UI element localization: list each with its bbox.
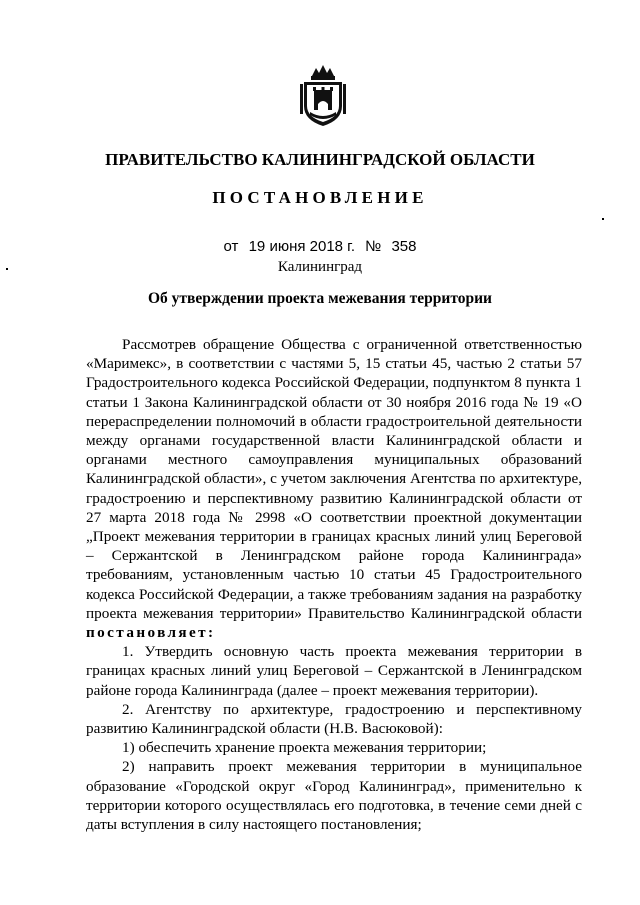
- clause-2-paragraph: 2. Агентству по архитектуре, градостроению и перспективному развитию Калининградской области (Н.В. Васюковой):: [86, 700, 582, 738]
- clause-1-paragraph: 1. Утвердить основную часть проекта межевания территории в границах красных линий улиц Береговой – Сержантской в Ленинградском районе города Калининграда (далее – проект межевания территории).: [86, 643, 582, 699]
- document-date: 19 июня 2018 г.: [248, 238, 355, 255]
- date-from-word: от: [223, 238, 239, 255]
- clause-2-item-2: 2) направить проект межевания территории в муниципальное образование «Городской округ «Город Калининград», применительно к территории которого осуществлялась его подготовка, в течение семи дней с даты вступления в силу настоящего постановления;: [86, 758, 582, 834]
- scan-speck: [602, 218, 604, 220]
- resolves-word: постановляет:: [86, 624, 216, 642]
- document-number: 358: [391, 238, 417, 255]
- date-line: [0, 238, 640, 255]
- preamble-text: Рассмотрев обращение Общества с ограниченной ответственностью «Маримекс», в соответствии с частями 5, 15 статьи 45, частью 2 статьи 57 Градостроительного кодекса Российской Федерации, подпунктом 8 пункта 1 статьи 1 Закона Калининградской области от 30 ноября 2016 года № 19 «О перераспределении полномочий в области градостроительной деятельности между органами государственной власти Калининградской области и органами местного самоуправления муниципальных образований Калининградской области», с учетом заключения Агентства по архитектуре, градостроению и перспективному развитию Калининградской области от 27 марта 2018 года № 2998 «О соответствии проектной документации „Проект межевания территории в границах красных линий улиц Береговой – Сержантской в Ленинградском районе города Калининграда» требованиям, установленным частью 10 статьи 45 Градостроительного кодекса Российской Федерации, а также требованиям задания на разработку проекта межевания территории» Правительство Калининградской области: [86, 336, 582, 622]
- clause-2-item-1: 1) обеспечить хранение проекта межевания территории;: [122, 739, 487, 757]
- coat-of-arms-icon: [298, 62, 348, 128]
- document-body: [86, 335, 582, 834]
- number-sign: №: [365, 238, 382, 255]
- city-name: Калининград: [277, 259, 363, 275]
- document-type: ПОСТАНОВЛЕНИЕ: [212, 188, 428, 207]
- government-name: ПРАВИТЕЛЬСТВО КАЛИНИНГРАДСКОЙ ОБЛАСТИ: [105, 150, 535, 169]
- scan-speck: [6, 268, 8, 270]
- preamble-paragraph: [86, 335, 582, 642]
- document-subject: Об утверждении проекта межевания территории: [148, 290, 492, 307]
